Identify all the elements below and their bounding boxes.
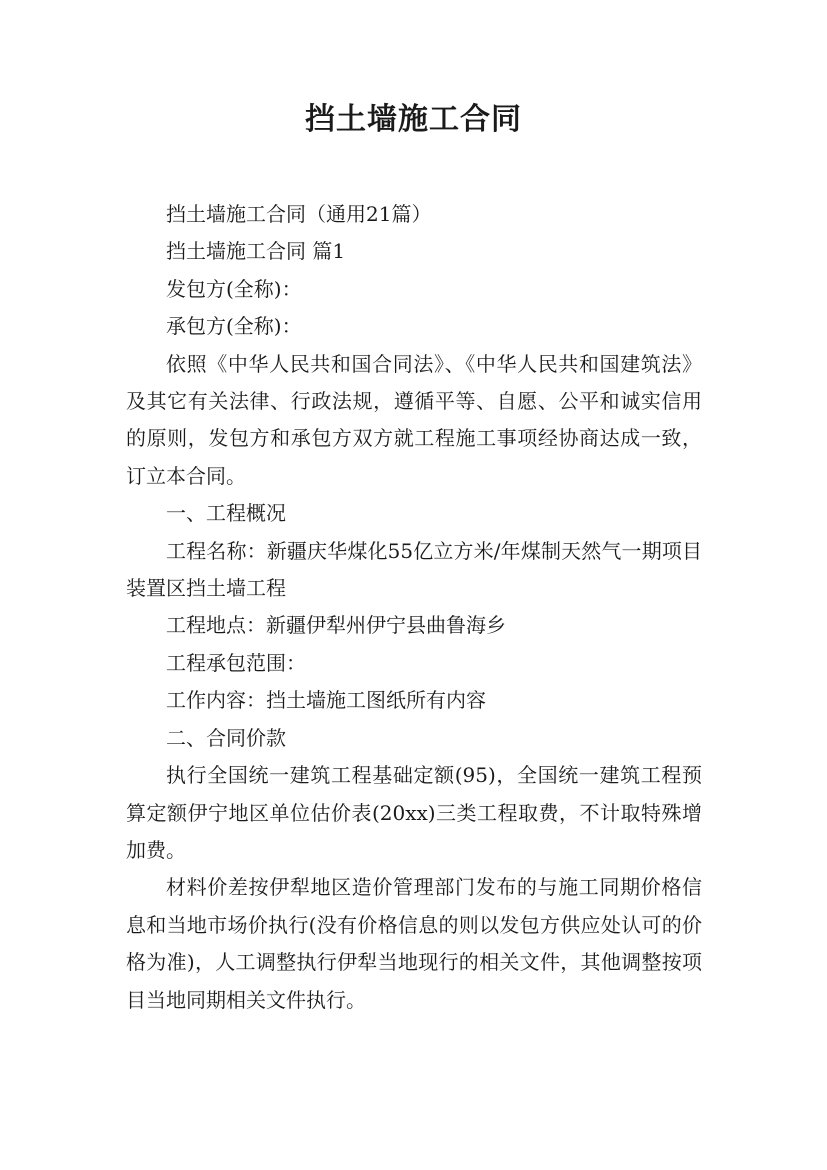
section-heading-contract-price: 二、合同价款	[166, 725, 286, 750]
paragraph-employer: 发包方(全称)：	[166, 276, 302, 301]
section-heading-project-overview: 一、工程概况	[166, 501, 286, 526]
paragraph-preamble: 依照《中华人民共和国合同法》、《中华人民共和国建筑法》及其它有关法律、行政法规，遵循平等、自愿、公平和诚实信用的原则，发包方和承包方双方就工程施工事项经协商达成一致，订立本合同。	[126, 351, 702, 488]
paragraph-price-basis: 执行全国统一建筑工程基础定额(95)，全国统一建筑工程预算定额伊宁地区单位估价表(20xx)三类工程取费，不计取特殊增加费。	[126, 763, 702, 862]
paragraph-article-heading: 挡土墙施工合同 篇1	[166, 239, 346, 264]
paragraph-project-location: 工程地点：新疆伊犁州伊宁县曲鲁海乡	[166, 613, 506, 638]
paragraph-material-price: 材料价差按伊犁地区造价管理部门发布的与施工同期价格信息和当地市场价执行(没有价格信息的则以发包方供应处认可的价格为准)，人工调整执行伊犁当地现行的相关文件，其他调整按项目当地同期相关文件执行。	[126, 875, 702, 1012]
paragraph-project-scope: 工程承包范围：	[166, 650, 306, 675]
paragraph-work-content: 工作内容：挡土墙施工图纸所有内容	[166, 688, 486, 713]
paragraph-project-name: 工程名称：新疆庆华煤化55亿立方米/年煤制天然气一期项目装置区挡土墙工程	[126, 538, 702, 601]
document-body	[126, 196, 702, 1019]
paragraph-subtitle: 挡土墙施工合同（通用21篇）	[166, 202, 432, 226]
document-title: 挡土墙施工合同	[305, 102, 522, 137]
paragraph-contractor: 承包方(全称)：	[166, 314, 302, 339]
